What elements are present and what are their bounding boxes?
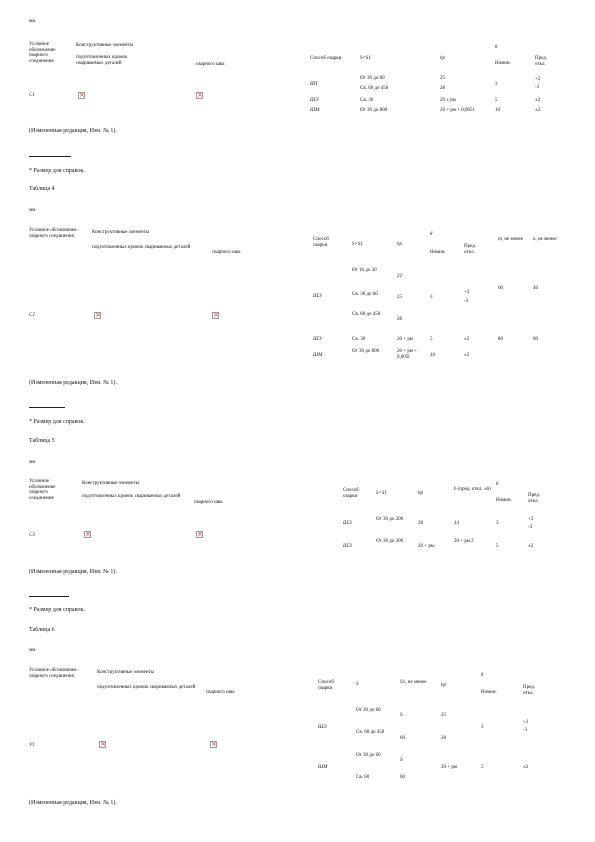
t5-nom1: 3 [496, 521, 499, 526]
t6-header-s1: S1, не менее [400, 680, 427, 685]
t5-m1: ШЭ [343, 521, 352, 526]
footnote-rule-3 [29, 596, 69, 597]
t3-r4-method: ШМ [310, 108, 320, 113]
t4-a3: Св. 60 до 450 [352, 312, 381, 317]
t6-code: У1 [29, 743, 35, 748]
t6-weld-image [210, 741, 217, 748]
t6-dev2: ±2 [523, 765, 529, 770]
t4-n-val1: 40 [533, 286, 538, 291]
t3-header-nom: Номин. [495, 61, 511, 66]
t3-header-method: Способ сварки [310, 56, 342, 61]
t6-s1c: S [400, 758, 403, 763]
t4-b3: 28 [397, 317, 402, 322]
t3-header-designation: Условное обозначение сварного соединения [29, 42, 56, 64]
t3-r12-nom: 3 [495, 82, 498, 87]
t6-header-designation: Условное обозначение сварного соединения [29, 668, 77, 679]
t5-b1: 28 [418, 521, 423, 526]
footnote-rule-1 [29, 156, 71, 157]
revision-note-1: (Измененная редакция, Изм. № 1). [29, 128, 117, 134]
t6-nom1: 3 [481, 725, 484, 730]
t3-header-edges: подготовленных кромок свариваемых деталей [76, 55, 128, 66]
t4-header-method: Способ сварки [313, 237, 329, 248]
t4-b5: 20 + рм + 0,005l [397, 349, 417, 360]
t5-b2: 20 + рм [418, 544, 434, 549]
t3-header-g: g [495, 44, 498, 49]
t6-header-weld: сварного шва [206, 690, 235, 695]
t4-nom1: 3 [430, 295, 433, 300]
t3-header-structure: Конструктивные элементы [76, 43, 134, 48]
t5-edge-image [84, 531, 91, 538]
t3-header-s: S=S1 [360, 56, 371, 61]
footnote-1: * Размер для справок. [29, 168, 85, 174]
t3-r4-b: 20 + рм + 0,005l [440, 108, 474, 113]
t4-dev2: ±2 [464, 337, 470, 342]
t4-header-s: S=S1 [352, 242, 363, 247]
t5-dev1a: +2 [528, 517, 534, 522]
t4-header-dev: Пред. откл. [464, 244, 477, 255]
t6-a1: От 30 до 60 [356, 708, 381, 713]
table5-title: Таблица 5 [29, 438, 55, 444]
t4-m1: ШЭ [313, 294, 322, 299]
unit-label-4: мм [29, 208, 36, 213]
t6-s1d: 60 [400, 775, 405, 780]
t4-m-val1: 60 [498, 286, 503, 291]
t4-edge-image [94, 312, 101, 319]
t6-header-nom: Номин. [481, 690, 497, 695]
t6-a4: Св. 60 [356, 775, 370, 780]
t4-header-edges: подготовленных кромок свариваемых деталей [92, 245, 191, 250]
t5-header-g: g [496, 481, 499, 486]
t5-dev2: ±2 [528, 544, 534, 549]
t5-header-designation: Условное обозначение сварного соединения [29, 479, 56, 501]
t3-edge-image [78, 92, 85, 99]
t5-nom2: 5 [496, 544, 499, 549]
revision-note-2: (Измененная редакция, Изм. № 1). [29, 380, 117, 386]
t3-r4-nom: 10 [495, 108, 500, 113]
t6-edge-image [99, 741, 106, 748]
t3-r12-dev1: +2 [535, 77, 541, 82]
t4-b1: 22 [397, 274, 402, 279]
t3-r4-s: От 30 до 800 [360, 108, 388, 113]
t5-bb2: 20 + рм 2 [454, 539, 474, 544]
t4-a4: Св. 30 [352, 337, 366, 342]
t5-a2: От 30 до 200 [376, 539, 404, 544]
t3-r2-b: 28 [440, 86, 445, 91]
t4-header-b: bp [397, 242, 402, 247]
t4-header-n: n, не менее [533, 237, 557, 242]
t4-dev1a: +2 [464, 290, 470, 295]
t4-weld-image [212, 312, 219, 319]
t5-bb1: 14 [454, 521, 459, 526]
table6-title: Таблица 6 [29, 627, 55, 633]
t5-a1: От 30 до 200 [376, 517, 404, 522]
t6-header-dev: Пред. откл. [523, 685, 536, 696]
t5-header-edges: подготовленных кромок свариваемых деталей [82, 494, 181, 499]
t4-m-val2: 80 [498, 337, 503, 342]
t4-nom2: 5 [430, 337, 433, 342]
t4-dev3: ±2 [464, 353, 470, 358]
t6-b1: 25 [441, 713, 446, 718]
t6-header-b: bp [441, 683, 446, 688]
t6-s1a: S [400, 713, 403, 718]
t3-r1-s: От 30 до 60 [360, 76, 385, 81]
t5-code: C3 [29, 533, 35, 538]
t3-header-weld: сварного шва [196, 62, 225, 67]
t6-header-s: S [356, 682, 359, 687]
t5-dev1b: -3 [528, 525, 533, 530]
t3-r12-dev2: -3 [535, 85, 540, 90]
t3-r1-method: ИП [310, 82, 318, 87]
revision-note-4: (Измененная редакция, Изм. № 1). [29, 800, 117, 806]
unit-label-6: мм [29, 648, 36, 653]
t5-header-weld: сварного шва [194, 500, 223, 505]
t4-header-structure: Конструктивные элементы [92, 230, 150, 235]
t5-m2: ШЭ [343, 544, 352, 549]
t6-dev1b: -3 [523, 728, 528, 733]
t4-b4: 20 + рм [397, 337, 413, 342]
t3-r3-s: Св. 30 [360, 98, 374, 103]
t3-code: C1 [29, 93, 35, 98]
t4-header-m: m, не менее [498, 237, 524, 242]
t4-m3: ШМ [313, 353, 323, 358]
t6-a3: От 30 до 60 [356, 753, 381, 758]
t4-header-designation: Условное обозначение сварного соединения [29, 228, 77, 239]
t4-a2: Св. 30 до 60 [352, 292, 378, 297]
t5-header-structure: Конструктивные элементы [82, 481, 140, 486]
t3-r1-b: 25 [440, 76, 445, 81]
t3-r4-dev: ±2 [535, 108, 541, 113]
t6-header-g: g [481, 672, 484, 677]
t4-a5: От 30 до 800 [352, 349, 380, 354]
t4-b2: 25 [397, 295, 402, 300]
t6-nom2: 5 [481, 765, 484, 770]
t4-m2: ШЭ [313, 337, 322, 342]
footnote-2: * Размер для справок. [29, 419, 85, 425]
t4-header-weld: сварного шва [212, 250, 241, 255]
t4-nom3: 10 [430, 353, 435, 358]
t3-r3-method: ШЭ [310, 98, 319, 103]
footnote-rule-2 [29, 407, 65, 408]
t6-header-method: Способ сварки [318, 680, 334, 691]
t6-b2: 28 [441, 736, 446, 741]
t6-m2: ШМ [318, 765, 328, 770]
t3-weld-image [196, 92, 203, 99]
t3-r3-b: 20 ± рм [440, 98, 456, 103]
t5-header-method: Способ сварки [343, 488, 359, 499]
t6-m1: ШЭ [318, 725, 327, 730]
revision-note-3: (Измененная редакция, Изм. № 1). [29, 569, 117, 575]
t4-dev1b: -3 [464, 299, 469, 304]
t3-r3-dev: ±2 [535, 98, 541, 103]
t4-a1: От 16 до 30 [352, 268, 377, 273]
t5-header-dev: Пред. откл. [528, 493, 541, 504]
t6-b3: 20 + рм [441, 765, 457, 770]
unit-label-5: мм [29, 460, 36, 465]
t4-header-nom: Номин. [430, 250, 446, 255]
t3-r2-s: Св. 60 до 450 [360, 86, 389, 91]
t5-header-b: bp [418, 491, 423, 496]
footnote-3: * Размер для справок. [29, 607, 85, 613]
t4-header-g: g [430, 231, 433, 236]
t5-weld-image [196, 531, 203, 538]
t5-header-bb: b (пред. откл. ±6) [454, 487, 491, 492]
t5-header-nom: Номин. [496, 498, 512, 503]
t3-r3-nom: 5 [495, 98, 498, 103]
t6-header-edges: подготовленных кромок свариваемых деталей [97, 685, 196, 690]
t4-n-val2: 60 [533, 337, 538, 342]
unit-label: мм [29, 19, 36, 24]
t6-header-structure: Конструктивные элементы [97, 670, 155, 675]
t3-header-b: bp [440, 56, 445, 61]
t6-s1b: 60 [400, 736, 405, 741]
t6-dev1a: +2 [523, 720, 529, 725]
t4-code: C2 [29, 313, 35, 318]
t6-a2: Св. 60 до 450 [356, 730, 385, 735]
t3-header-dev: Пред. откл. [535, 56, 548, 67]
table4-title: Таблица 4 [29, 186, 55, 192]
t5-header-s: S=S1 [376, 491, 387, 496]
